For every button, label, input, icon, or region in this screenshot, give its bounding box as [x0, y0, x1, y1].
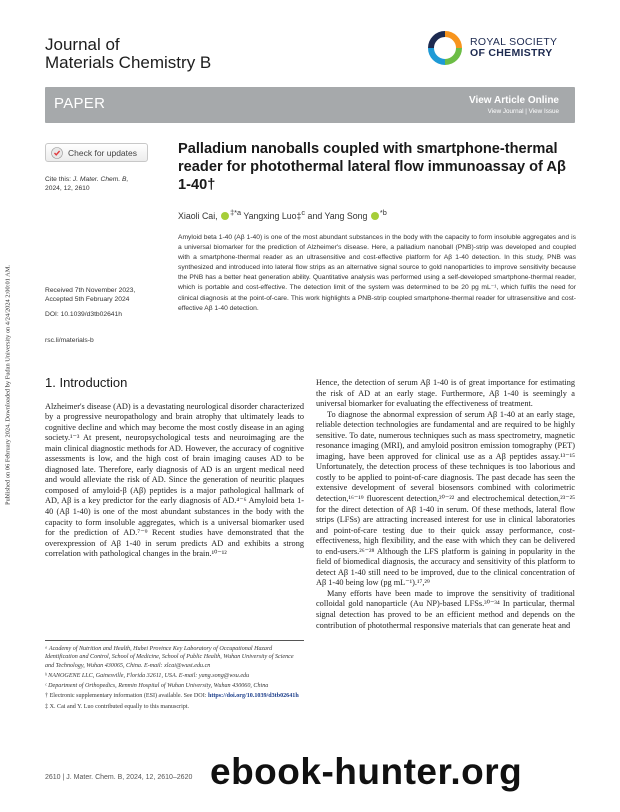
- author-song-affil: *b: [379, 208, 387, 217]
- body-paragraph: To diagnose the abnormal expression of serum Aβ 1-40 at an early stage, reliable detection technologies are fundamental and are required to be highly sensitive. To date, numerous techniques such as mass spectrometry, magnetic resonance imaging (MRI), and amyloid positron emission tomography (PET) imaging, have been approved for clinical use as a Aβ peptides assay.¹³⁻¹⁵ Unfortunately, the detection process of these techniques is too laborious and costly to be applied to point-of-care diagnosis. The past decade has seen the extensive development of several biosensors combined with colorimetric detection,¹⁶⁻¹⁹ fluorescent detection,²⁰⁻²² and electrochemical detection,²³⁻²⁵ for the direct detection of Aβ 1-40 in serum. Of these methods, lateral flow strips (LFSs) are attracting increased interest for use in clinical laboratories and point-of-care testing due to their quick assay performance, cost-effectiveness, high flexibility, and the ease with which they can be delivered to end-users.²⁶⁻²⁸ Although the LFS platform is gaining in popularity in the field of biomedical diagnosis, the accuracy and sensitivity of this platform to detect Aβ 1-40 still need to be improved, due to the clinical concentration of Aβ 1-40 being low (pg mL⁻¹).¹⁷,²⁹: [316, 409, 575, 588]
- check-for-updates-button[interactable]: [45, 143, 148, 162]
- author-song[interactable]: and Yang Song: [307, 210, 368, 221]
- accepted-date: Accepted 5th February 2024: [45, 296, 130, 303]
- check-updates-icon: [51, 147, 63, 159]
- cite-label: Cite this:: [45, 176, 72, 183]
- esi-doi-link[interactable]: https://doi.org/10.1039/d3tb02641h: [207, 693, 299, 700]
- doi-text[interactable]: DOI: 10.1039/d3tb02641h: [45, 311, 122, 318]
- footnote-affiliation-c: ᶜ Department of Orthopedics, Renmin Hospital of Wuhan University, Wuhan 430060, China: [45, 683, 269, 690]
- publisher-name-line1: ROYAL SOCIETY: [470, 36, 558, 48]
- journal-issue-links[interactable]: View Journal | View Issue: [487, 108, 559, 115]
- body-paragraph: Alzheimer's disease (AD) is a devastating neurological disorder characterized by a progressive neuropathology and brain atrophy that ultimately leads to cognitive decline and which may become the most costly disease in an aging society.¹⁻³ At present, neuropsychological tests and neuroimaging are the main clinical diagnostic methods for AD. However, the accuracy of cognitive assessments is low, and the high cost of brain imaging causes AD to be diagnosed late. Therefore, early diagnosis of AD is an urgent medical need and would alleviate the risk of AD. Since the generation of neuritic plaques composed of amyloid-β (Aβ) peptides is a major pathological hallmark of AD, Aβ is a key predictor for the early diagnosis of AD.⁴⁻⁶ Amyloid beta 1-40 (Aβ 1-40) is one of the most abundant substances in the body with the capacity to form insoluble aggregates, which is a universal biomarker used for the prediction of AD.⁷⁻⁹ Recent studies have demonstrated that the overexpression of Aβ 1-40 in serum predicts AD and exhibits a strong correlation with pathological changes in the brain.¹⁰⁻¹²: [45, 401, 304, 559]
- author-luo-affil: c: [301, 208, 306, 217]
- section-heading: 1. Introduction: [45, 375, 128, 390]
- body-column-left: [45, 375, 304, 560]
- body-paragraph: Hence, the detection of serum Aβ 1-40 is of great importance for estimating the risk of AD at an early stage. Furthermore, Aβ 1-40 is seemingly a universal biomarker for evaluating the effectiveness of treatment.: [316, 378, 575, 409]
- cite-journal: J. Mater. Chem. B,: [72, 176, 129, 183]
- received-date: Received 7th November 2023,: [45, 287, 136, 294]
- body-column-right: [316, 378, 575, 631]
- footnote-affiliation-a: ᵃ Academy of Nutrition and Health, Hubei Province Key Laboratory of Occupational Hazard Identification and Control, School of Medicine, School of Public Health, Wuhan University of Science and Technology, Wuhan 430065, China. E-mail: xlcai@wust.edu.cn: [45, 646, 294, 669]
- abstract: Amyloid beta 1-40 (Aβ 1-40) is one of the most abundant substances in the body with the capacity to form insoluble aggregates and is a universal biomarker for the prediction of Alzheimer's disease. Here, a palladium nanoball (PNB)-strip was developed and coupled with a smartphone-thermal reader as an ultrasensitive and cost-effective platform for Aβ 1-40 detection. In this study, PNB was synthesized and introduced into lateral flow strips as an alternative signal source to gold nanoparticles to improve sensitivity because the PNB has a better heat generation ability. Quantitative analysis was performed using a self-developed smartphone-thermal reader, which is portable and cost-effective. The detection limit of the system was determined to be 20 pg mL⁻¹, which fulfils the need for clinical diagnosis at the point-of-care. This work highlights a PNB-strip coupled smartphone-thermal reader for ultrasensitive and cost-effective Aβ 1-40 detection.: [178, 234, 576, 312]
- orcid-icon[interactable]: [371, 212, 379, 220]
- footnote-esi: [45, 692, 304, 700]
- publisher-logo[interactable]: [428, 26, 578, 70]
- author-cai-affil: ‡*a: [230, 208, 242, 217]
- rsc-ring-icon: [428, 31, 462, 65]
- watermark-text: ebook-hunter.org: [210, 751, 523, 792]
- page-footer: 2610 | J. Mater. Chem. B, 2024, 12, 2610–2620: [45, 774, 193, 781]
- check-for-updates-label: Check for updates: [68, 147, 137, 158]
- view-article-online-link[interactable]: View Article Online: [468, 95, 559, 106]
- footnote-equal-contribution: ‡ X. Cai and Y. Luo contributed equally to this manuscript.: [45, 703, 190, 710]
- footnote-esi-text: † Electronic supplementary information (ESI) available. See DOI:: [45, 693, 208, 700]
- author-list: [178, 208, 387, 221]
- article-title: Palladium nanoballs coupled with smartphone-thermal reader for photothermal lateral flow immunoassay of Aβ 1-40†: [178, 141, 566, 193]
- citation-info: [45, 175, 128, 193]
- rsc-short-link[interactable]: rsc.li/materials-b: [45, 337, 94, 344]
- footnote-affiliation-b: ᵇ NANOGENE LLC, Gainesville, Florida 32611, USA. E-mail: yang.song@wsu.edu: [45, 672, 250, 679]
- body-paragraph: Many efforts have been made to improve the sensitivity of traditional colloidal gold nanoparticle (Au NP)-based LFSs.³⁰⁻³⁴ In particular, thermal signal detection has proved to be an efficient method and depends on the contribution of photothermal responsive materials that can generate heat and: [316, 588, 575, 630]
- article-type-banner: [45, 87, 575, 123]
- cite-details: 2024, 12, 2610: [45, 185, 90, 192]
- journal-title-line2: Materials Chemistry B: [45, 53, 212, 72]
- orcid-icon[interactable]: [221, 212, 229, 220]
- article-type-label: PAPER: [54, 95, 106, 112]
- journal-title: [45, 36, 211, 72]
- dates-info: [45, 286, 135, 304]
- author-cai[interactable]: Xiaoli Cai,: [178, 210, 218, 221]
- publisher-name-line2: OF CHEMISTRY: [470, 47, 553, 59]
- footnote-divider: [45, 640, 304, 641]
- author-luo[interactable]: Yangxing Luo‡: [243, 210, 302, 221]
- footnotes: [45, 645, 304, 713]
- download-note: Published on 06 February 2024. Downloaded by Fudan University on 4/24/2024 2:00:01 AM.: [4, 265, 12, 505]
- journal-title-line1: Journal of: [45, 35, 120, 54]
